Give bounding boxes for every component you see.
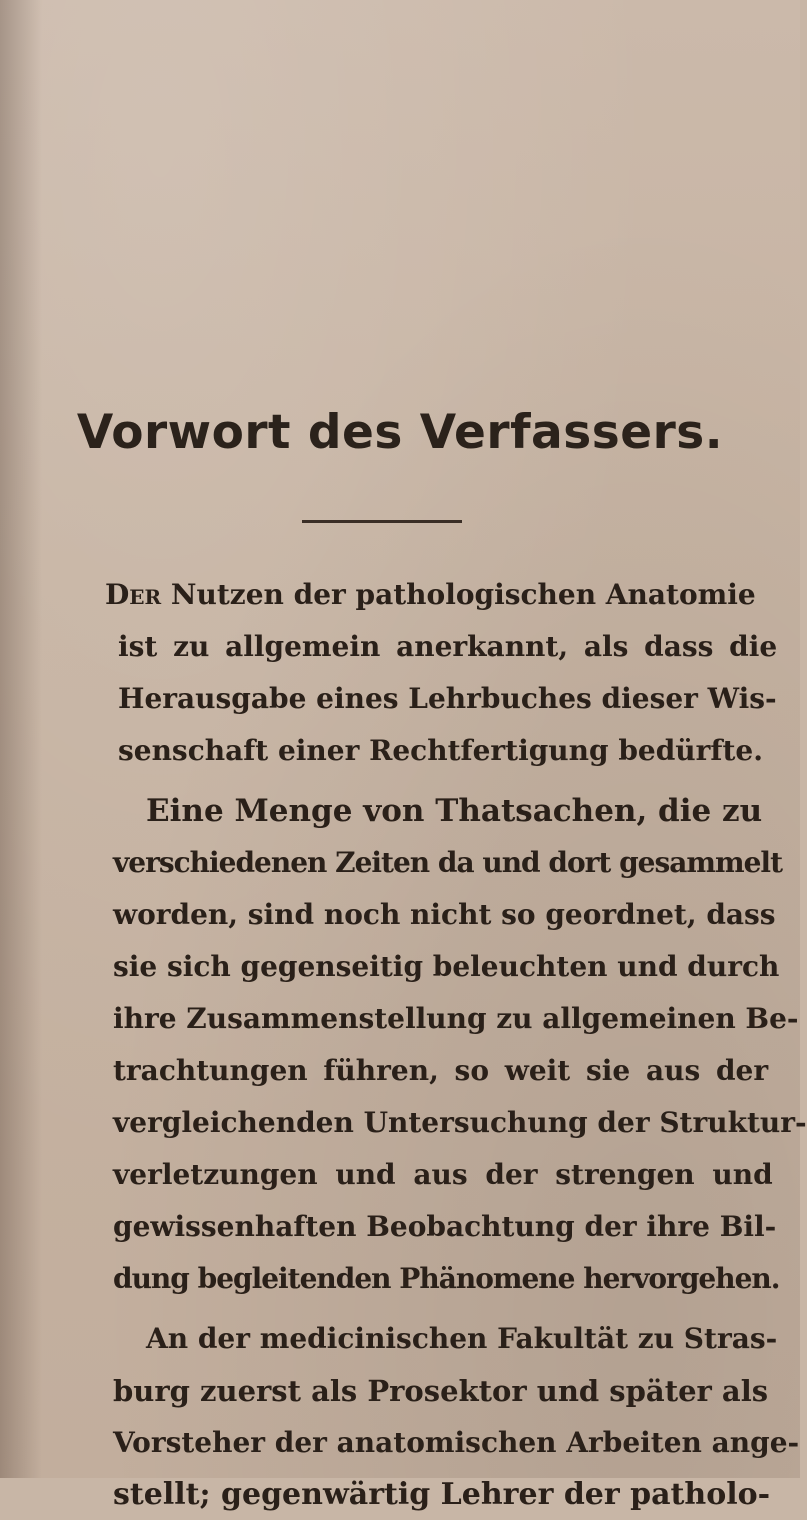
drop-word: Der <box>105 578 162 611</box>
text-line: Herausgabe eines Lehrbuches dieser Wis- <box>118 682 777 715</box>
text-line: An der medicinischen Fakultät zu Stras- <box>146 1322 778 1355</box>
text-line: gewissenhaften Beobachtung der ihre Bil- <box>113 1210 777 1243</box>
text-line: Eine Menge von Thatsachen, die zu <box>146 793 763 829</box>
text-line: trachtungen führen, so weit sie aus der <box>113 1054 769 1087</box>
page-title: Vorwort des Verfassers. <box>76 405 724 460</box>
text-line: Vorsteher der anatomischen Arbeiten ange- <box>113 1426 800 1459</box>
text-line: verschiedenen Zeiten da und dort gesammelt <box>113 846 783 879</box>
text-line: dung begleitenden Phänomene hervorgehen. <box>113 1262 780 1295</box>
text-line: ist zu allgemein anerkannt, als dass die <box>118 630 778 663</box>
text-line: sie sich gegenseitig beleuchten und durch <box>113 950 780 983</box>
text-line <box>105 570 756 620</box>
line-rest: Nutzen der pathologischen Anatomie <box>161 578 756 611</box>
text-line: worden, sind noch nicht so geordnet, dass <box>113 898 776 931</box>
text-line: ihre Zusammenstellung zu allgemeinen Be- <box>113 1002 799 1035</box>
text-line: stellt; gegenwärtig Lehrer der patholo- <box>113 1477 771 1512</box>
text-line: verletzungen und aus der strengen und <box>113 1158 773 1191</box>
text-line: vergleichenden Untersuchung der Struktur- <box>113 1106 807 1139</box>
text-line: burg zuerst als Prosektor und später als <box>113 1374 769 1408</box>
text-line: senschaft einer Rechtfertigung bedürfte. <box>118 734 763 767</box>
